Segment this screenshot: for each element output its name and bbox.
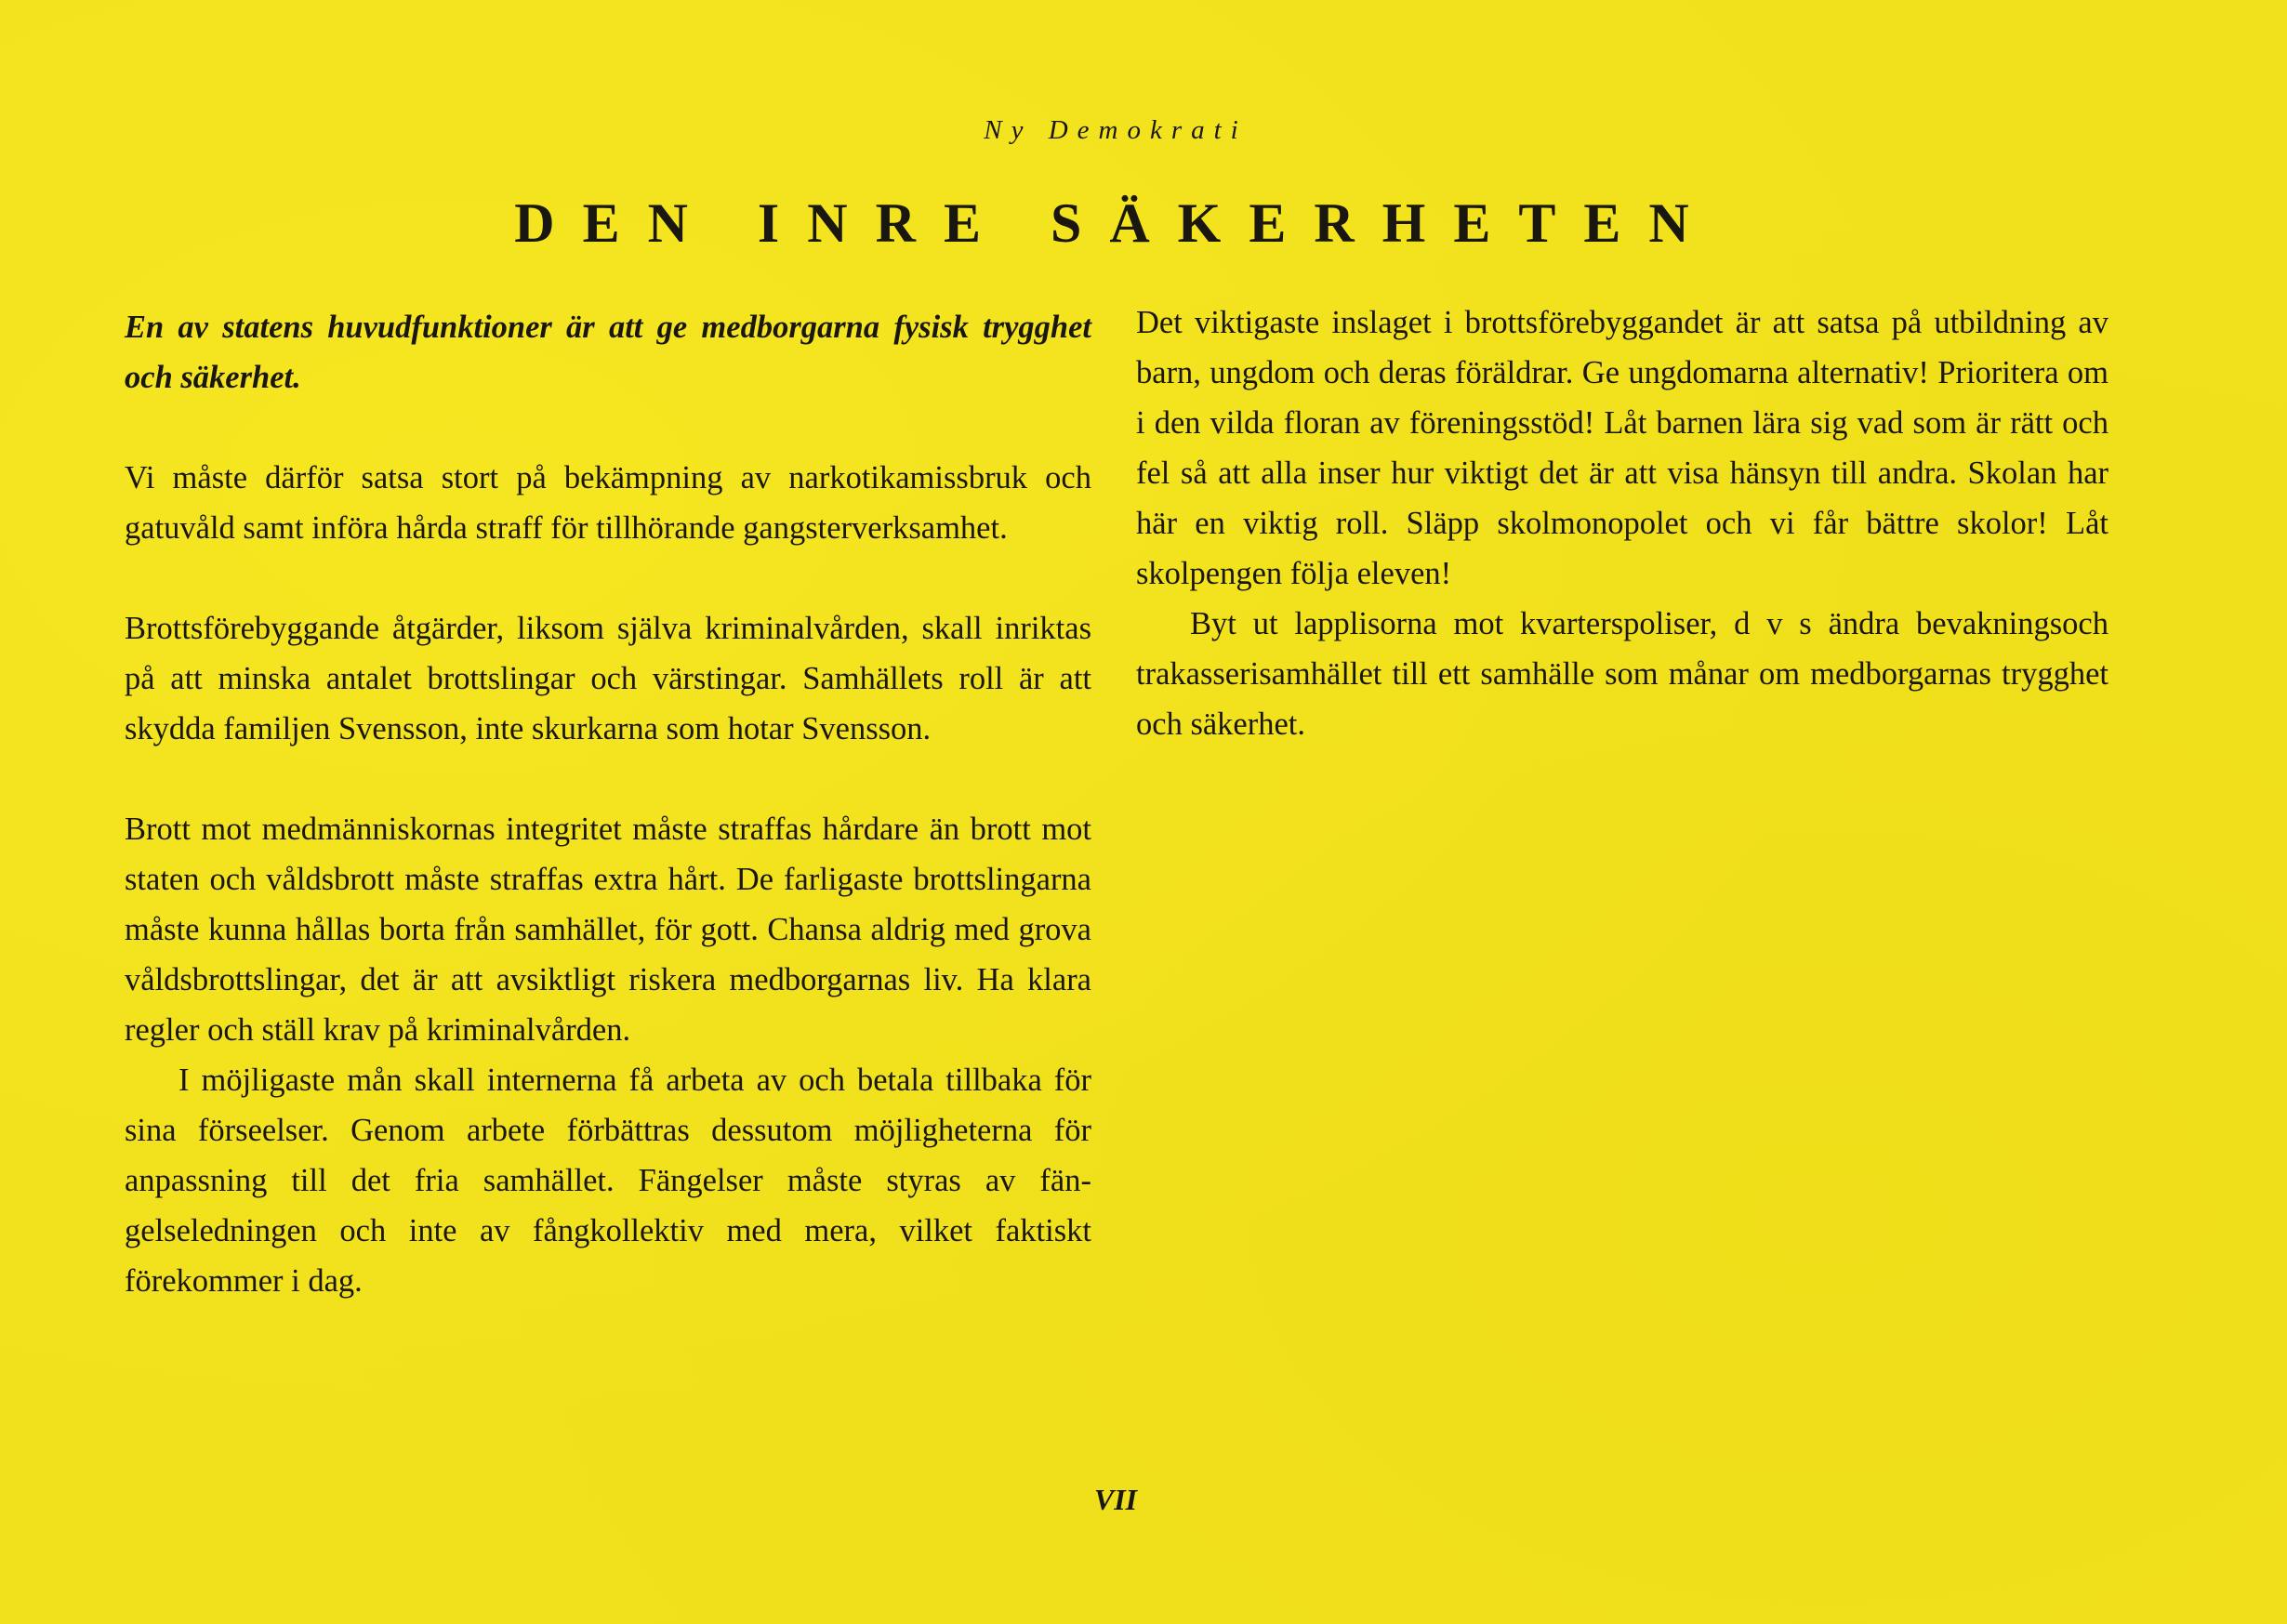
page-title: DEN INRE SÄKERHETEN [514, 192, 1717, 254]
lead-paragraph: En av statens huvudfunktioner är att ge medborgarna fysisk trygghet och säkerhet. [125, 310, 1091, 395]
body-paragraph: Brottsförebyggande åtgärder, liksom själva kriminalvården, skall inriktas på att minska antalet brottslingar och värstingar. Samhällets roll är att skydda familjen Svensson, inte skurkarna som hotar Svensson. [125, 611, 1091, 746]
left-column [125, 302, 1091, 1306]
body-paragraph: Vi måste därför satsa stort på bekämpning av narkotikamissbruk och gatuvåld samt införa hårda straff för tillhörande gangsterverksamhet. [125, 460, 1091, 546]
page-number: VII [1093, 1483, 1138, 1516]
party-name: Ny Demokrati [984, 115, 1248, 145]
right-column [1136, 297, 2109, 749]
body-paragraph: Brott mot medmänniskornas integritet måste straffas hårdare än brott mot staten och våldsbrott måste straffas extra hårt. De farligaste brottslingarna måste kunna hållas borta från samhället, för gott. Chansa aldrig med grova våldsbrottslingar, det är att avsiktligt riskera medborgarnas liv. Ha klara regler och ställ krav på kriminalvården. [125, 812, 1091, 1048]
body-paragraph: I möjligaste mån skall internerna få arbeta av och betala tillbaka för sina förseelser. Genom arbete förbättras dessutom möjligheterna för anpassning till det fria samhället. Fängelser måste styras av fängelseledningen och inte av fångkollektiv med mera, vilket faktiskt förekommer i dag. [125, 1063, 1091, 1299]
body-paragraph: Det viktigaste inslaget i brottsförebyggandet är att satsa på utbildning av barn, ungdom och deras föräldrar. Ge ungdomarna alternativ! Prioritera om i den vilda floran av föreningsstöd! Låt barnen lära sig vad som är rätt och fel så att alla inser hur viktigt det är att visa hänsyn till andra. Skolan har här en viktig roll. Släpp skolmonopolet och vi får bättre skolor! Låt skolpengen följa eleven! [1136, 305, 2109, 591]
body-paragraph: Byt ut lapplisorna mot kvarterspoliser, d v s ändra bevakningsoch trakasserisamhället till ett samhälle som månar om medborgarnas trygghet och säkerhet. [1136, 606, 2109, 742]
